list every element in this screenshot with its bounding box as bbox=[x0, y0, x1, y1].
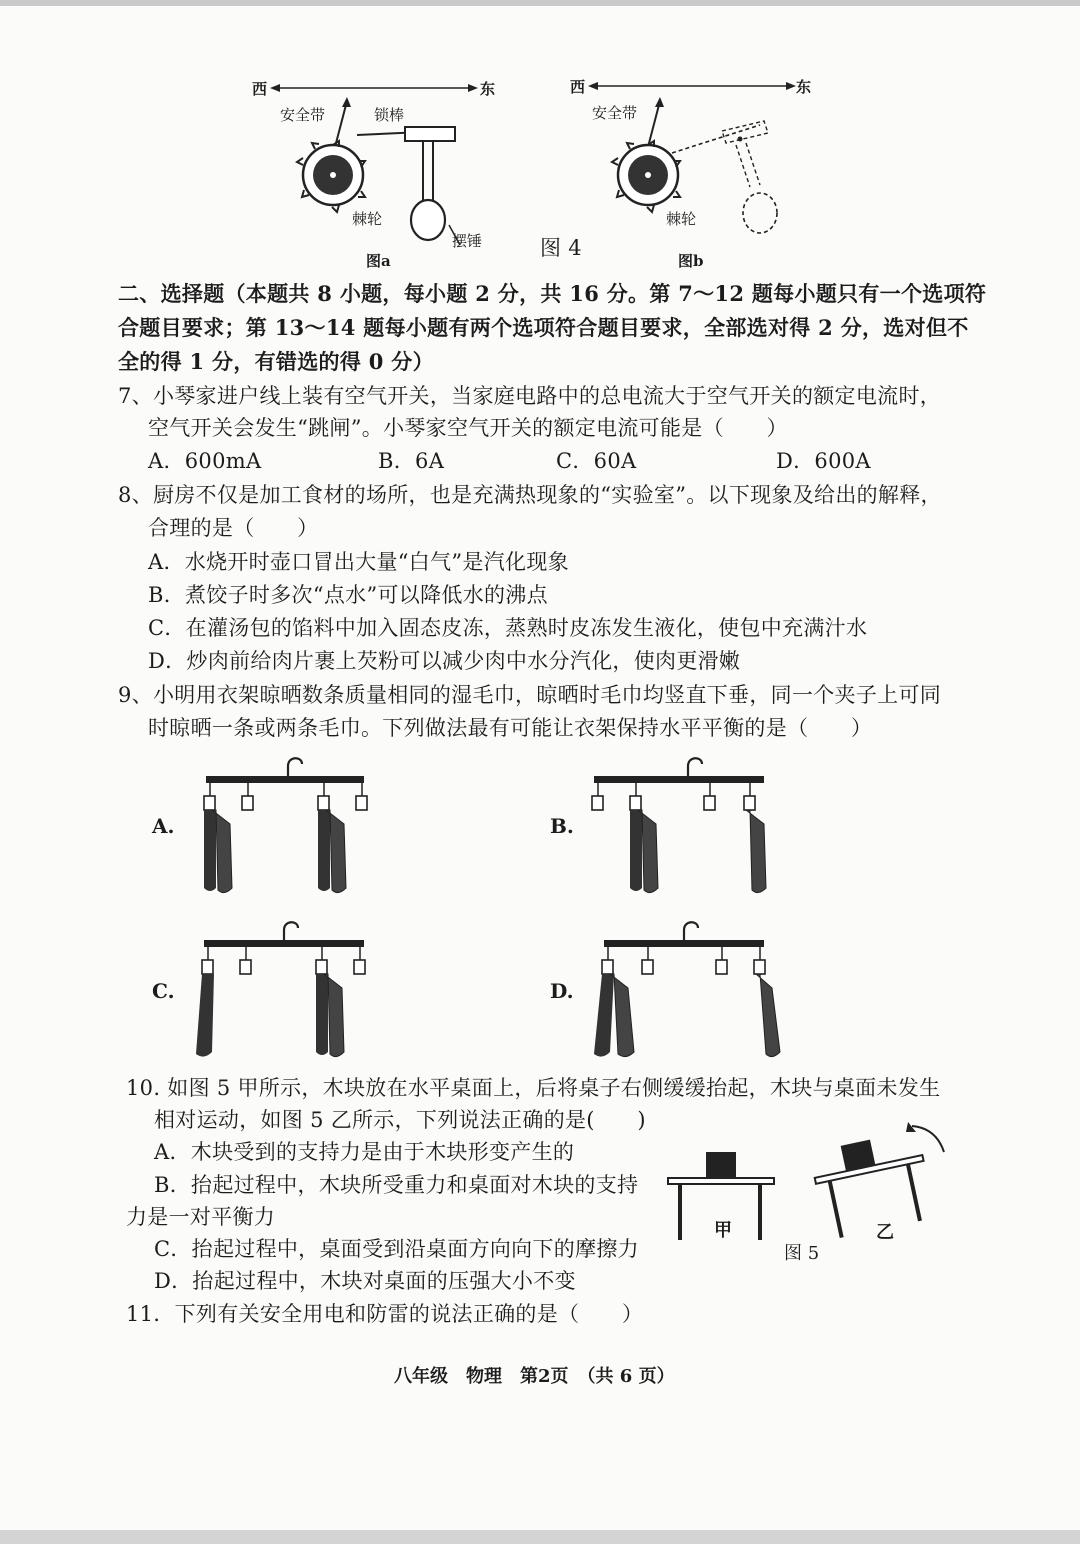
q11-stem-line1: 11．下列有关安全用电和防雷的说法正确的是（ ） bbox=[126, 1302, 644, 1326]
fig4a-lockbar-label: 锁棒 bbox=[374, 106, 405, 124]
q9-stem-line2: 时晾晒一条或两条毛巾。下列做法最有可能让衣架保持水平平衡的是（ ） bbox=[148, 716, 873, 740]
seatbelt-mechanism-a-drawing bbox=[295, 95, 475, 255]
q9-option-b-label: B. bbox=[550, 814, 574, 838]
q7-option-d: D．600A bbox=[776, 449, 871, 473]
fig5-yi-label: 乙 bbox=[876, 1222, 894, 1243]
q8-option-d: D．炒肉前给肉片裹上芡粉可以减少肉中水分汽化，使肉更滑嫩 bbox=[148, 649, 741, 673]
q9-option-c-label: C. bbox=[152, 979, 175, 1003]
q7-stem-line1: 7、小琴家进户线上装有空气开关，当家庭电路中的总电流大于空气开关的额定电流时， bbox=[118, 384, 942, 408]
q8-option-c: C．在灌汤包的馅料中加入固态皮冻，蒸熟时皮冻发生液化，使包中充满汁水 bbox=[148, 616, 868, 640]
hanger-figure-a bbox=[190, 748, 380, 900]
fig4b-east-label: 东 bbox=[796, 78, 812, 96]
fig4a-east-label: 东 bbox=[480, 80, 496, 98]
q8-stem-line1: 8、厨房不仅是加工食材的场所，也是充满热现象的“实验室”。以下现象及给出的解释， bbox=[118, 483, 942, 507]
scan-bottom-border bbox=[0, 1530, 1080, 1544]
figure-5-table-tilted bbox=[812, 1118, 952, 1238]
q9-option-a-label: A. bbox=[152, 814, 175, 838]
hanger-figure-d bbox=[590, 912, 780, 1064]
hanger-figure-c bbox=[190, 912, 380, 1064]
seatbelt-mechanism-b-drawing bbox=[610, 95, 790, 245]
fig4a-ratchet-label: 棘轮 bbox=[352, 210, 383, 228]
q10-option-c: C．抬起过程中，桌面受到沿桌面方向向下的摩擦力 bbox=[154, 1237, 639, 1261]
q10-option-b-line1: B．抬起过程中，木块所受重力和桌面对木块的支持 bbox=[154, 1173, 639, 1197]
fig4a-belt-label: 安全带 bbox=[280, 106, 326, 124]
q8-stem-line2: 合理的是（ ） bbox=[148, 516, 319, 540]
q9-option-d-label: D. bbox=[550, 979, 574, 1003]
section2-header-line2: 合题目要求；第 13～14 题每小题有两个选项符合题目要求，全部选对得 2 分，选对但不 bbox=[118, 315, 969, 340]
figure-4-title: 图 4 bbox=[540, 236, 582, 260]
q7-option-c: C．60A bbox=[556, 449, 637, 473]
q7-stem-line2: 空气开关会发生“跳闸”。小琴家空气开关的额定电流可能是（ ） bbox=[148, 416, 788, 440]
q10-stem-line2: 相对运动，如图 5 乙所示，下列说法正确的是( ) bbox=[154, 1108, 646, 1132]
section2-header-line3: 全的得 1 分，有错选的得 0 分） bbox=[118, 349, 434, 374]
fig4a-west-label: 西 bbox=[252, 80, 268, 98]
direction-arrow-b bbox=[588, 78, 798, 94]
hanger-figure-b bbox=[590, 748, 780, 900]
fig5-jia-label: 甲 bbox=[714, 1220, 732, 1241]
direction-arrow-a bbox=[270, 80, 480, 96]
q10-option-d: D．抬起过程中，木块对桌面的压强大小不变 bbox=[154, 1269, 576, 1293]
q8-option-a: A．水烧开时壶口冒出大量“白气”是汽化现象 bbox=[148, 550, 569, 574]
q7-option-b: B．6A bbox=[378, 449, 445, 473]
fig4b-belt-label: 安全带 bbox=[592, 104, 638, 122]
q10-stem-line1: 10. 如图 5 甲所示，木块放在水平桌面上，后将桌子右侧缓缓抬起，木块与桌面未发生 bbox=[126, 1076, 941, 1100]
fig4a-caption: 图a bbox=[366, 252, 391, 270]
fig4a-pendulum-label: 摆锤 bbox=[452, 232, 483, 250]
page-footer: 八年级 物理 第2页 （共 6 页） bbox=[394, 1366, 675, 1387]
q8-option-b: B．煮饺子时多次“点水”可以降低水的沸点 bbox=[148, 583, 548, 607]
fig4b-west-label: 西 bbox=[570, 78, 586, 96]
q10-option-b-line2: 力是一对平衡力 bbox=[126, 1205, 276, 1229]
section2-header-line1: 二、选择题（本题共 8 小题，每小题 2 分，共 16 分。第 7～12 题每小题只有一个选项符 bbox=[118, 281, 987, 306]
fig4b-caption: 图b bbox=[678, 252, 704, 270]
q9-stem-line1: 9、小明用衣架晾晒数条质量相同的湿毛巾，晾晒时毛巾均竖直下垂，同一个夹子上可同 bbox=[118, 683, 942, 707]
fig5-caption: 图 5 bbox=[784, 1243, 820, 1264]
q10-option-a: A．木块受到的支持力是由于木块形变产生的 bbox=[154, 1140, 575, 1164]
fig4b-ratchet-label: 棘轮 bbox=[666, 210, 697, 228]
q7-option-a: A．600mA bbox=[148, 449, 262, 473]
